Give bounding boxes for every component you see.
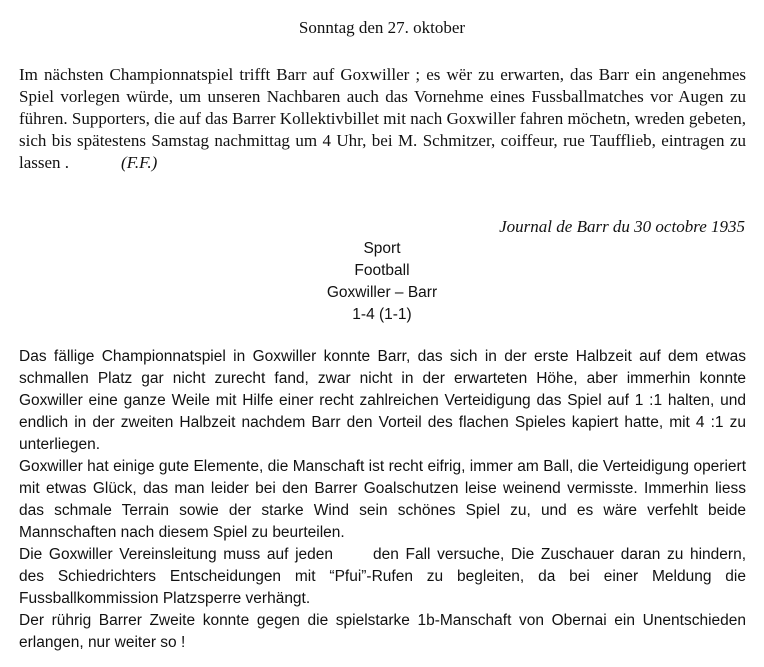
report-paragraph-part: Die Goxwiller Vereinsleitung muss auf jeden (19, 546, 334, 563)
report-paragraph (19, 544, 746, 610)
match-header (0, 238, 764, 326)
section-title: Sport (363, 240, 401, 257)
match-score: 1-4 (1-1) (352, 306, 412, 323)
subsection-title: Football (354, 262, 410, 279)
report-paragraph: Der rührig Barrer Zweite konnte gegen die spielstarke 1b-Manschaft von Obernai ein Unentschieden erlangen, nur weiter so ! (19, 612, 746, 651)
author-signature: (F.F.) (121, 153, 158, 172)
journal-source: Journal de Barr du 30 octobre 1935 (499, 217, 745, 236)
report-paragraph: Das fällige Championnatspiel in Goxwiller konnte Barr, das sich in der erste Halbzeit auf dem etwas schmallen Platz gar nicht zurecht fand, zwar nicht in der erwarteten Höhe, aber immerhin konnte Goxwiller eine ganze Weile mit Hilfe einer recht zahlreichen Verteidigung das Spiel auf 1 :1 halten, und endlich in der zweiten Halbzeit nachdem Barr den Vorteil des flachen Spieles kapiert hatte, mit 4 :1 zu unterliegen. (19, 348, 746, 453)
report-paragraph: Goxwiller hat einige gute Elemente, die Manschaft ist recht eifrig, immer am Ball, die Verteidigung operiert mit etwas Glück, das man leider bei den Barrer Goalschutzen leise weinend vermisste. Immerhin liess das schmale Terrain sowie der starke Wind sein schönes Spiel zu, und es wäre verfehlt beide Mannschaften nach diesem Spiel zu beurteilen. (19, 458, 746, 541)
announcement-text: Im nächsten Championnatspiel trifft Barr auf Goxwiller ; es wër zu erwarten, das Barr ein angenehmes Spiel vorlegen würde, um unseren Nachbaren auch das Vornehme eines Fussballmatches vor Augen zu führen. Supporters, die auf das Barrer Kollektivbillet mit nach Goxwiller fahren möchetn, wreden gebeten, sich bis spätestens Samstag nachmittag um 4 Uhr, bei M. Schmitzer, coiffeur, rue Taufflieb, eintragen zu lassen . (19, 65, 746, 172)
announcement-paragraph (19, 64, 746, 174)
match-report (19, 346, 746, 654)
match-title: Goxwiller – Barr (326, 284, 438, 301)
date-heading: Sonntag den 27. oktober (298, 18, 466, 37)
report-paragraph-part: den Fall versuche, Die Zuschauer daran zu hindern, des Schiedrichters Entscheidungen mit “Pfui”-Rufen zu begleiten, da bei einer Meldung die Fussballkommission Platzsperre verhängt. (19, 546, 746, 607)
